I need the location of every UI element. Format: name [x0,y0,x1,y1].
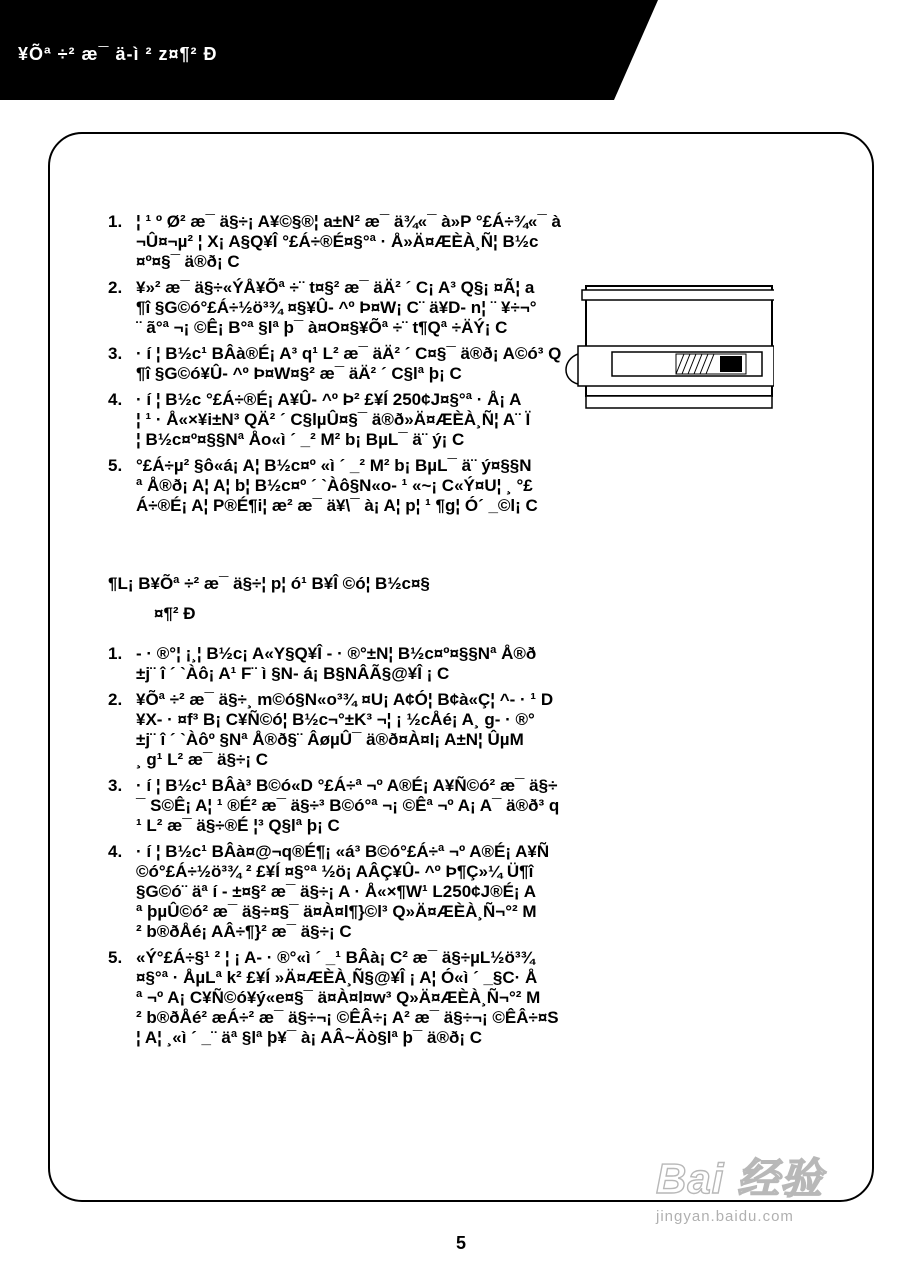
header-title: ¥Õª ÷² æ¯ ä-ì ² z¤¶² Ð [18,44,218,64]
item-line: ¬Û¤¬µ² ¦ X¡ A§Q¥Î °£Á÷®É¤§°ª · Å»Ä¤ÆÈÀ¸Ñ¦ B½c [136,232,539,251]
item-line: ¤§°ª · ÅµLª k² £¥Í »Ä¤ÆÈÀ¸Ñ§@¥Î ¡ A¦ Ó«ì ´ _§C· Å [136,968,538,987]
item-line: ¦ ¹ º Ø² æ¯ ä§÷¡ A¥©§®¦ a±N² æ¯ ä¾«¯ à»P °£Á÷¾«¯ à [136,212,561,231]
list-item [108,278,828,338]
item-line: ¦ A¦ ¸«ì ´ _¨ äª §lª þ¥¯ à¡ AÂ~Äò§lª þ¯ ä®ð¡ C [136,1028,483,1047]
item-line: ¦ ¹ · Å«×¥i±N³ QÄ² ´ C§lµÛ¤§¯ ä®ð»Ä¤ÆÈÀ¸Ñ¦ A¨ Ï [136,410,531,429]
item-line: ª Å®ð¡ A¦ A¦ b¦ B½c¤º ´ `Àô§N«o- ¹ «~¡ C«Ý¤U¦ ¸ °£ [136,476,533,495]
item-number: 1. [108,212,123,231]
section2-title: ¶L¡ B¥Õª ÷² æ¯ ä§÷¦ p¦ ó¹ B¥Î ©ó¦ B½c¤§ [108,574,430,593]
item-line: · í ¦ B½c¹ BÂà³ B©ó«D °£Á÷ª ¬º A®É¡ A¥Ñ©ó² æ¯ ä§÷ [136,776,558,795]
item-number: 4. [108,390,123,409]
item-number: 3. [108,776,123,795]
item-line: ©ó°£Á÷½ö³¾ ² £¥Í ¤§°ª ½ö¡ AÂÇ¥Û- ^º Þ¶Ç»¼ Ü¶î [136,862,534,881]
item-line: §G©ó¨ äª í - ±¤§² æ¯ ä§÷¡ A · Å«×¶W¹ L250¢J®É¡ A [136,882,536,901]
page-number: 5 [455,1233,466,1253]
item-line: ¦ B½c¤º¤§§Nª Åo«ì ´ _² M² b¡ BµL¯ ä¨ ý¡ C [136,430,465,449]
item-line: ª þµÛ©ó² æ¯ ä§÷¤§¯ ä¤À¤l¶}©l³ Q»Ä¤ÆÈÀ¸Ñ¬°² M [136,902,537,921]
item-line: - · ®°¦ ¡¸¦ B½c¡ A«Y§Q¥Î - · ®°±N¦ B½c¤º¤§§Nª Å®ð [136,644,537,663]
item-line: ¤º¤§¯ ä®ð¡ C [136,252,240,271]
item-line: °£Á÷µ² §ô«á¡ A¦ B½c¤º «ì ´ _² M² b¡ BµL¯ ä¨ ý¤§§N [136,456,532,475]
item-line: Á÷®É¡ A¦ P®É¶i¦ æ² æ¯ ä¥\¯ à¡ A¦ p¦ ¹ ¶g¦ Ó´ _©l¡ C [136,496,538,515]
section2-subtitle: ¤¶² Ð [154,604,196,623]
item-line: ¶î §G©ó¥Û- ^º Þ¤W¤§² æ¯ äÄ² ´ C§lª þ¡ C [136,364,462,383]
item-line: ¶î §G©ó°£Á÷½ö³¾ ¤§¥Û- ^º Þ¤W¡ C¨ ä¥D- n¦ ¨ ¥÷¬° [136,298,537,317]
item-line: ±j¨ î ´ `Àô¡ A¹ F¨ ì §N- á¡ B§NÂÃ§@¥Î ¡ C [136,664,450,683]
section1-list [108,212,828,516]
item-number: 5. [108,948,123,967]
item-line: ¯ S©Ê¡ A¦ ¹ ®É² æ¯ ä§÷³ B©ó°ª ¬¡ ©Êª ¬º A¡ A¯ ä®ð³ q [136,796,560,815]
item-number: 2. [108,690,123,709]
item-line: ¥X- · ¤f³ B¡ C¥Ñ©ó¦ B½c¬°±K³ ¬¦ ¡ ½cÅé¡ A¸ g- · ®° [136,710,535,729]
item-number: 4. [108,842,123,861]
item-line: ² b®ðÅé² æÁ÷² æ¯ ä§÷¬¡ ©ÊÂ÷¡ A² æ¯ ä§÷¬¡ ©ÊÂ÷¤S [136,1008,559,1027]
watermark-logo: Bai 经验 [656,1155,824,1202]
section2-list [108,644,828,1048]
list-item [108,842,828,942]
item-number: 5. [108,456,123,475]
list-item [108,390,828,450]
list-item [108,212,828,272]
item-line: · í ¦ B½c¹ BÂà¤@¬q®É¶¡ «á³ B©ó°£Á÷ª ¬º A®É¡ A¥Ñ [136,842,550,861]
item-line: ¥»² æ¯ ä§÷«ÝÅ¥Õª ÷¨ t¤§² æ¯ äÄ² ´ C¡ A³ Q§¡ ¤Ã¦ a [136,278,535,297]
item-line: · í ¦ B½c °£Á÷®É¡ A¥Û- ^º Þ² £¥Í 250¢J¤§°ª · Å¡ A [136,390,522,409]
header-band [0,0,922,100]
list-item [108,690,828,770]
baidu-watermark [650,1140,870,1240]
item-number: 2. [108,278,123,297]
item-line: ¨ ã°ª ¬¡ ©Ê¡ B°ª §lª þ¯ à¤O¤§¥Õª ÷¨ t¶Qª ÷ÄÝ¡ C [136,318,508,337]
list-item [108,456,828,516]
item-line: ¸ g¹ L² æ¯ ä§÷¡ C [136,750,269,769]
item-line: ª ¬º A¡ C¥Ñ©ó¥ý«e¤§¯ ä¤À¤l¤w³ Q»Ä¤ÆÈÀ¸Ñ¬°² M [136,988,541,1007]
item-line: ±j¨ î ´ `Àôº §Nª Å®ð§¨ ÂøµÛ¯ ä®ð¤À¤l¡ A±N¦ ÛµM [136,730,524,749]
item-line: ² b®ðÅé¡ AÂ÷¶}² æ¯ ä§÷¡ C [136,922,352,941]
list-item [108,776,828,836]
list-item [108,644,828,684]
item-line: · í ¦ B½c¹ BÂà®É¡ A³ q¹ L² æ¯ äÄ² ´ C¤§¯ ä®ð¡ A©ó³ Q [136,344,562,363]
list-item [108,948,828,1048]
main-content [108,212,828,1054]
watermark-url: jingyan.baidu.com [656,1208,794,1225]
item-number: 1. [108,644,123,663]
item-line: ¥Õª ÷² æ¯ ä§÷¸ m©ó§N«o³¾ ¤U¡ A¢Ó¦ B¢à«Ç¦ ^- · ¹ D [136,690,554,709]
item-line: ¹ L² æ¯ ä§÷®É ¦³ Q§lª þ¡ C [136,816,340,835]
item-number: 3. [108,344,123,363]
item-line: «Ý°£Á÷§¹ ² ¦ ¡ A- · ®°«ì ´ _¹ BÂà¡ C² æ¯ ä§÷µL½ö³¾ [136,948,535,967]
list-item [108,344,828,384]
